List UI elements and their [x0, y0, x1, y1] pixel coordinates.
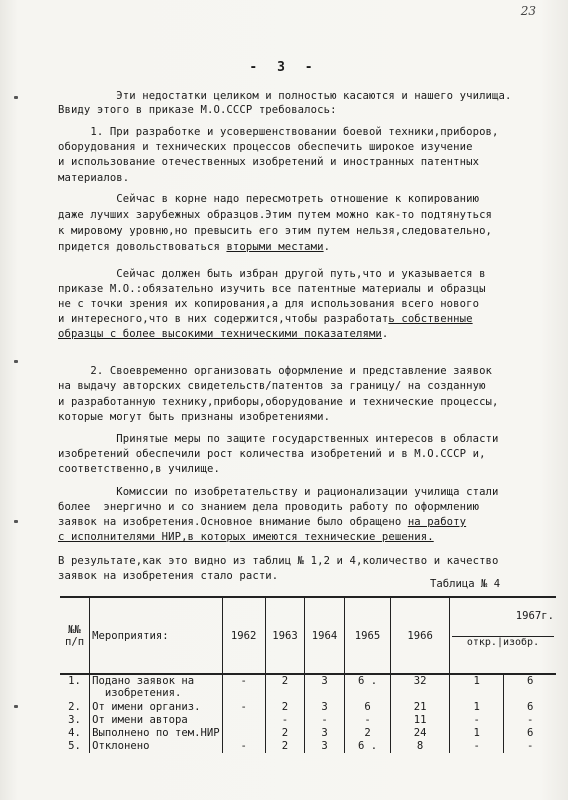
text-line: более энергично и со знанием дела проводить работу по оформлению [58, 501, 480, 513]
text-line: изобретений обеспечили рост количества изобретений и в М.О.СССР и, [58, 448, 486, 460]
underlined-text: ь собственные [388, 313, 473, 325]
table-cell: 3. [68, 714, 81, 726]
table-cell: Выполнено по тем.НИР [90, 727, 223, 740]
text-line: соответственно,в училище. [58, 463, 220, 475]
col-1962-header: 1962 [222, 597, 265, 674]
text-line: Комиссии по изобретательству и рационализации училища стали [58, 486, 499, 498]
table-cell: 2 [265, 701, 305, 714]
table-cell: 2. [68, 701, 81, 713]
margin-mark [14, 705, 18, 708]
table-cell: - [222, 701, 265, 714]
table-cell: 6 [504, 727, 556, 740]
table-cell: 2 [344, 727, 390, 740]
table-cell [222, 727, 265, 740]
table-cell: 6 . [344, 740, 390, 753]
text-line: приказе М.О.:обязательно изучить все патентные материалы и образцы [58, 283, 486, 295]
table-cell: 1. [68, 675, 81, 687]
col-1964-header: 1964 [305, 597, 345, 674]
table-cell: 21 [391, 701, 450, 714]
subheader-row: откр.|изобр. [452, 636, 554, 649]
table-cell: - [305, 714, 345, 727]
table-caption: Таблица № 4 [430, 578, 501, 590]
text-line: Сейчас в корне надо пересмотреть отношение к копированию [58, 193, 480, 205]
table-cell: 8 [391, 740, 450, 753]
text-line: Эти недостатки целиком и полностью касаются и нашего училища. [58, 90, 512, 102]
margin-mark [14, 96, 18, 99]
text-line: 1. При разработке и усовершенствовании боевой техники,приборов, [58, 126, 499, 138]
col-activity-header: Мероприятия: [90, 597, 223, 674]
table-cell: От имени организ. [90, 701, 223, 714]
table-cell: Подано заявок на изобретения. [90, 674, 223, 701]
table-cell: 3 [305, 701, 345, 714]
table-cell: 6 . [344, 674, 390, 701]
table-cell: 24 [391, 727, 450, 740]
year-1967-label: 1967г. [515, 610, 554, 622]
underlined-text: на работу [407, 516, 467, 528]
table-row [60, 727, 556, 740]
underlined-text: с исполнителями НИР,в которых имеются технические решения. [58, 531, 434, 543]
margin-mark [14, 360, 18, 363]
table-cell: - [449, 740, 503, 753]
inventions-table [60, 596, 556, 753]
table-cell: 1 [449, 701, 503, 714]
table-cell: 11 [391, 714, 450, 727]
table-row [60, 714, 556, 727]
table-cell: 5. [68, 740, 81, 752]
table-cell: 4. [68, 727, 81, 739]
text-line: придется довольствоваться вторыми местами. [58, 241, 331, 253]
table-cell: - [449, 714, 503, 727]
table-cell: 6 [504, 674, 556, 701]
table-cell: 2 [265, 674, 305, 701]
table-cell: 2 [265, 727, 305, 740]
text-line: образцы с более высокими техническими показателями. [58, 328, 389, 340]
table-cell: 3 [305, 740, 345, 753]
underlined-text: образцы с более высокими техническими показателями [58, 328, 382, 340]
text-line [58, 531, 434, 544]
table-cell: - [344, 714, 390, 727]
table-cell: Отклонено [90, 740, 223, 753]
margin-mark [14, 520, 18, 523]
table-cell: 3 [305, 674, 345, 701]
table-cell [222, 714, 265, 727]
table-cell: - [222, 674, 265, 701]
text-line: которые могут быть признаны изобретениями. [58, 411, 331, 423]
table-cell: 3 [305, 727, 345, 740]
table-cell: - [265, 714, 305, 727]
text-line: на выдачу авторских свидетельств/патентов за границу/ на созданную [58, 380, 486, 392]
col-number-header: №№ п/п [64, 623, 85, 648]
text-line: и разработанную технику,приборы,оборудование и технические процессы, [58, 396, 499, 408]
text-line: заявок на изобретения стало расти. [58, 570, 279, 582]
handwritten-page-number: 23 [520, 4, 536, 18]
underlined-text: вторыми местами [226, 241, 324, 253]
table-row [60, 701, 556, 714]
table-row [60, 740, 556, 753]
text-line: Сейчас должен быть избран другой путь,что и указывается в [58, 268, 486, 280]
table-cell: 1 [449, 727, 503, 740]
table-cell: 6 [504, 701, 556, 714]
text-line: Принятые меры по защите государственных интересов в области [58, 433, 499, 445]
table-cell: 1 [449, 674, 503, 701]
text-line: не с точки зрения их копирования,а для использования всего нового [58, 298, 480, 310]
text-line: и интересного,что в них содержится,чтобы разработать собственные [58, 313, 473, 325]
col-1967-header [449, 597, 556, 674]
text-line: заявок на изобретения.Основное внимание было обращено на работу [58, 516, 467, 528]
table-cell: - [504, 714, 556, 727]
table-cell: 32 [391, 674, 450, 701]
text-line: и использование отечественных изобретений и иностранных патентных [58, 156, 480, 168]
table-row [60, 674, 556, 701]
text-line: к мировому уровню,но превысить его этим путем нельзя,следовательно, [58, 225, 493, 237]
col-1963-header: 1963 [265, 597, 305, 674]
table-cell: - [504, 740, 556, 753]
text-line: материалов. [58, 172, 130, 184]
page-number: - 3 - [249, 60, 319, 75]
text-line: Ввиду этого в приказе М.О.СССР требовалось: [58, 104, 337, 116]
text-line: даже лучших зарубежных образцов.Этим путем можно как-то подтянуться [58, 209, 493, 221]
subheader-discoveries: откр. [466, 637, 497, 648]
text-line: 2. Своевременно организовать оформление и представление заявок [58, 365, 493, 377]
table-header-row [60, 597, 556, 674]
subheader-inventions: изобр. [502, 637, 540, 648]
table-cell: 2 [265, 740, 305, 753]
table-body [60, 674, 556, 753]
text-line: оборудования и технических процессов обеспечить широкое изучение [58, 141, 473, 153]
text-line: В результате,как это видно из таблиц № 1,2 и 4,количество и качество [58, 555, 499, 567]
col-1966-header: 1966 [391, 597, 450, 674]
table-cell: От имени автора [90, 714, 223, 727]
table-cell: 6 [344, 701, 390, 714]
col-1965-header: 1965 [344, 597, 390, 674]
table-cell: - [222, 740, 265, 753]
